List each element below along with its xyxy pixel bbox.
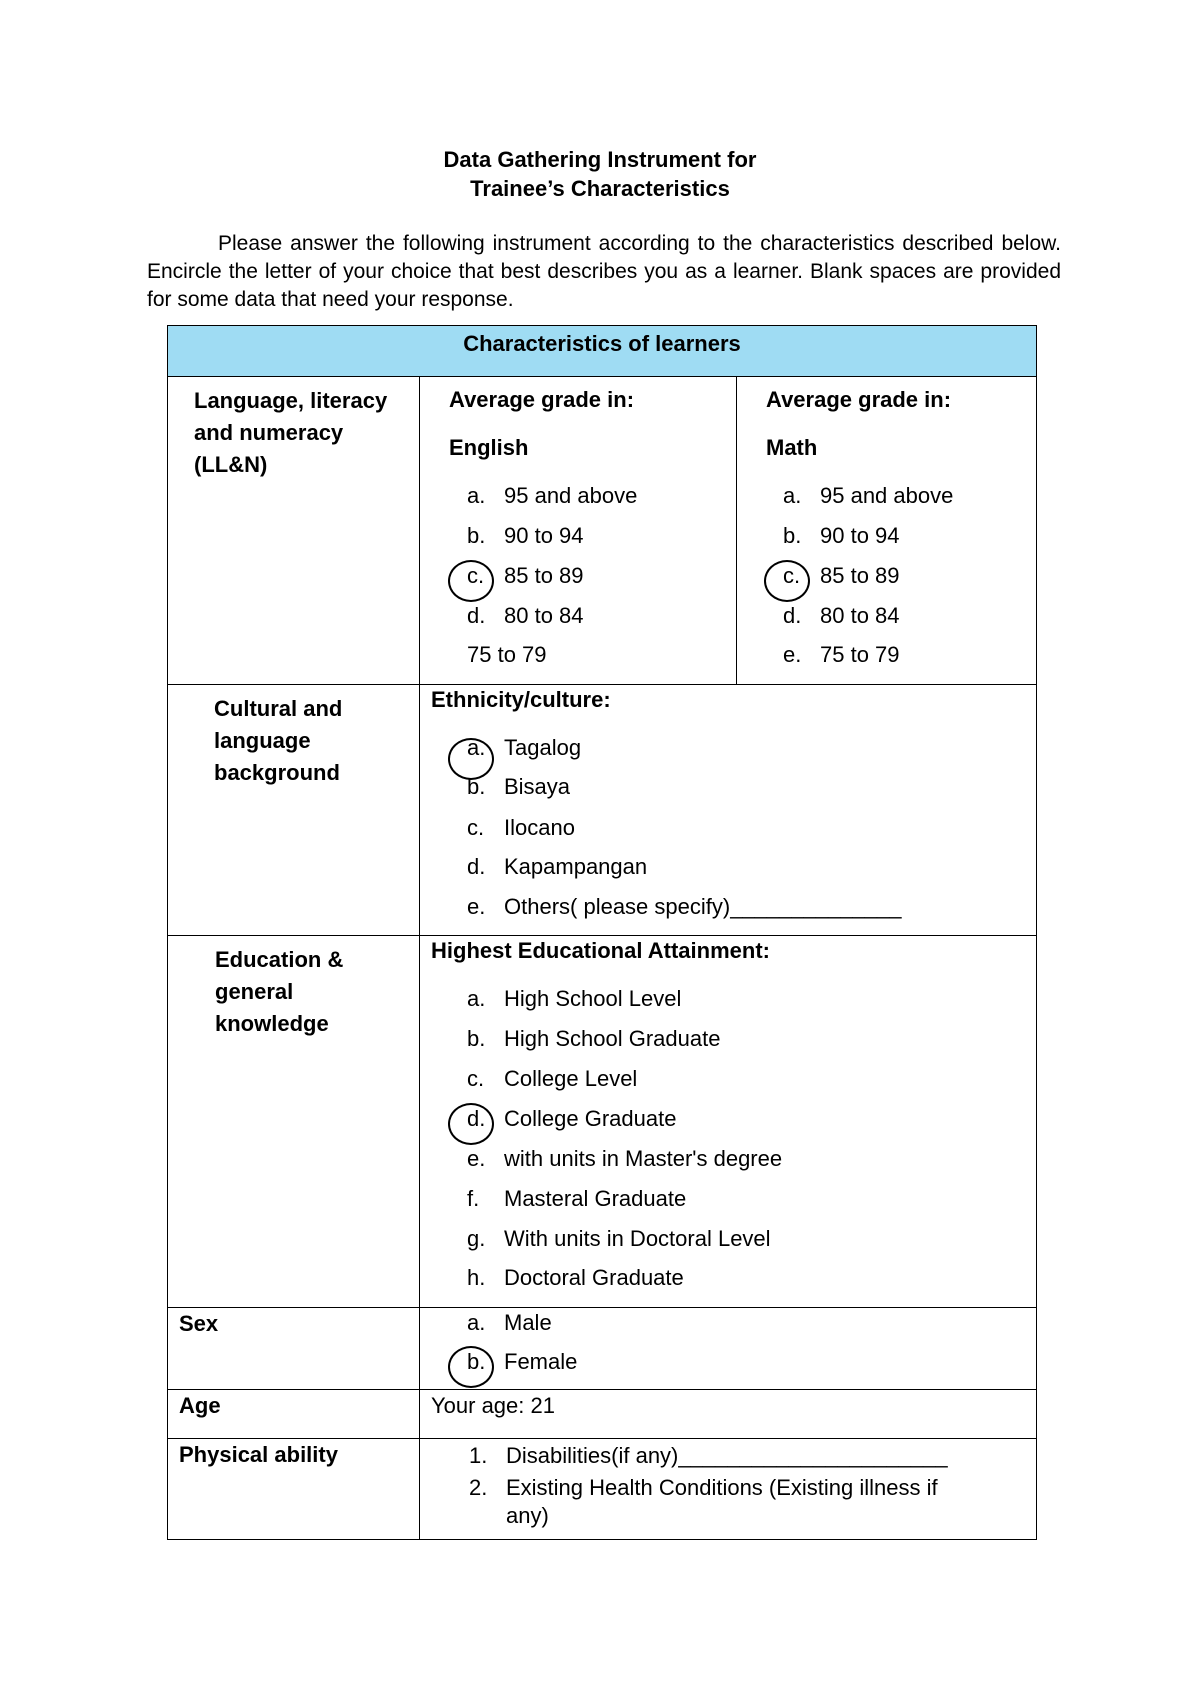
education-option-g[interactable]: g. With units in Doctoral Level: [467, 1226, 771, 1251]
math-option-b[interactable]: b. 90 to 94: [783, 523, 900, 548]
physical-label-cell: [168, 1439, 420, 1540]
math-option-e[interactable]: e. 75 to 79: [783, 642, 900, 667]
doc-title-line2: Trainee’s Characteristics: [470, 176, 730, 201]
llen-label-cell: [168, 377, 420, 685]
math-option-d[interactable]: d. 80 to 84: [783, 603, 900, 628]
age-label: Age: [179, 1393, 221, 1418]
math-option-a[interactable]: a. 95 and above: [783, 483, 954, 508]
selection-circle-icon: [448, 1103, 494, 1145]
education-option-c[interactable]: c. College Level: [467, 1066, 638, 1091]
english-heading: Average grade in:: [449, 387, 635, 412]
physical-item-2-continued: any): [506, 1503, 549, 1528]
age-cell: [420, 1390, 1037, 1439]
math-heading: Average grade in:: [766, 387, 952, 412]
education-option-d[interactable]: d. College Graduate: [467, 1106, 677, 1131]
culture-option-c[interactable]: c. Ilocano: [467, 815, 575, 840]
physical-item-1[interactable]: 1. Disabilities(if any)______________________: [469, 1443, 948, 1468]
english-cell: [420, 377, 737, 685]
selection-circle-icon: [448, 560, 494, 602]
education-option-b[interactable]: b. High School Graduate: [467, 1026, 721, 1051]
table-header-label: Characteristics of learners: [463, 331, 741, 356]
table-header: [168, 326, 1037, 377]
education-cell: [420, 936, 1037, 1308]
education-option-h[interactable]: h. Doctoral Graduate: [467, 1265, 684, 1290]
age-label-cell: [168, 1390, 420, 1439]
math-subject: Math: [766, 435, 818, 460]
instructions-paragraph: Please answer the following instrument according to the characteristics described below. Encircle the letter of your choice that best describes you as a learner. Blank spaces are provided for some data that need your response.: [147, 232, 1061, 311]
english-option-e[interactable]: 75 to 79: [467, 642, 547, 667]
sex-option-b[interactable]: b. Female: [467, 1349, 578, 1374]
culture-option-e[interactable]: e. Others( please specify)______________: [467, 894, 902, 919]
selection-circle-icon: [448, 1346, 494, 1388]
math-cell: [737, 377, 1037, 685]
culture-label: Cultural and language background: [214, 696, 343, 785]
culture-option-a[interactable]: a. Tagalog: [467, 735, 582, 760]
culture-label-cell: [168, 685, 420, 936]
sex-label-cell: [168, 1308, 420, 1390]
sex-label: Sex: [179, 1311, 219, 1336]
sex-cell: [420, 1308, 1037, 1390]
english-option-d[interactable]: d. 80 to 84: [467, 603, 584, 628]
physical-label: Physical ability: [179, 1442, 338, 1467]
english-option-b[interactable]: b. 90 to 94: [467, 523, 584, 548]
education-option-e[interactable]: e. with units in Master's degree: [467, 1146, 783, 1171]
english-subject: English: [449, 435, 529, 460]
education-option-f[interactable]: f. Masteral Graduate: [467, 1186, 687, 1211]
education-heading: Highest Educational Attainment:: [431, 938, 770, 963]
physical-cell: [420, 1439, 1037, 1540]
education-option-a[interactable]: a. High School Level: [467, 986, 682, 1011]
education-label: Education & general knowledge: [215, 947, 344, 1036]
math-option-c[interactable]: c. 85 to 89: [783, 563, 900, 588]
sex-option-a[interactable]: a. Male: [467, 1310, 552, 1335]
llen-label: Language, literacy and numeracy (LL&N): [194, 388, 388, 477]
culture-option-d[interactable]: d. Kapampangan: [467, 854, 648, 879]
english-option-c[interactable]: c. 85 to 89: [467, 563, 584, 588]
physical-item-2[interactable]: 2. Existing Health Conditions (Existing illness if: [469, 1475, 938, 1500]
culture-cell: [420, 685, 1037, 936]
age-value[interactable]: Your age: 21: [431, 1393, 555, 1418]
culture-option-b[interactable]: b. Bisaya: [467, 774, 571, 799]
culture-heading: Ethnicity/culture:: [431, 687, 611, 712]
selection-circle-icon: [764, 560, 810, 602]
education-label-cell: [168, 936, 420, 1308]
characteristics-table: [167, 325, 1037, 1540]
doc-title-line1: Data Gathering Instrument for: [443, 147, 757, 172]
english-option-a[interactable]: a. 95 and above: [467, 483, 638, 508]
